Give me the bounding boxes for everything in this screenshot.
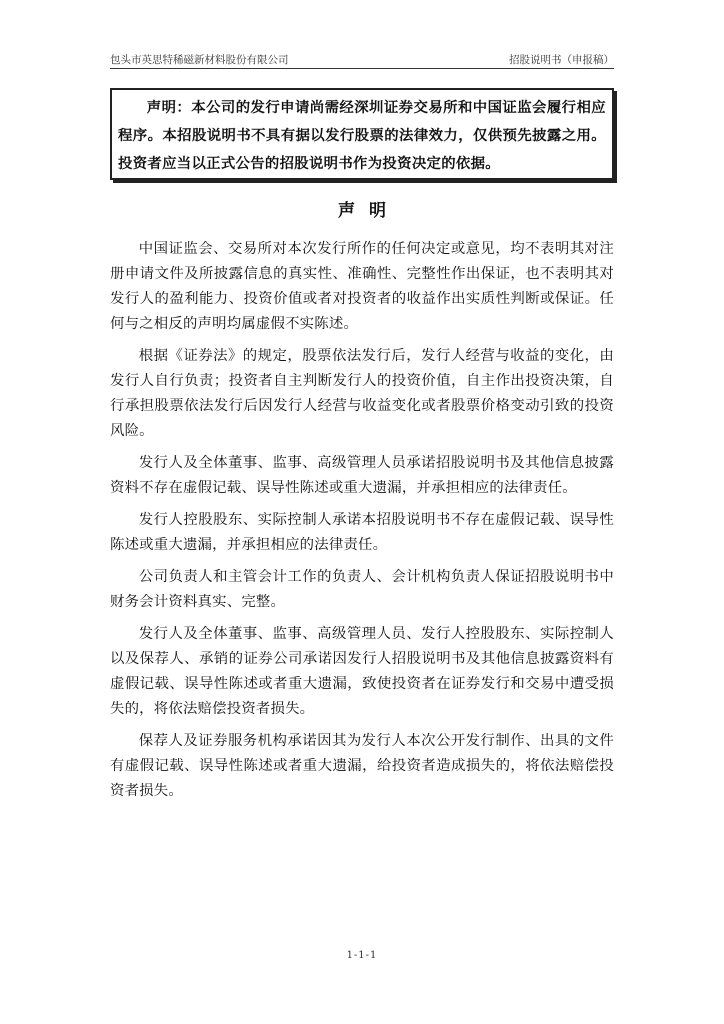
header-document-type: 招股说明书（申报稿） — [509, 54, 614, 66]
paragraph: 公司负责人和主管会计工作的负责人、会计机构负责人保证招股说明书中财务会计资料真实、完整。 — [110, 569, 614, 610]
paragraph: 发行人及全体董事、监事、高级管理人员承诺招股说明书及其他信息披露资料不存在虚假记载、误导性陈述或重大遗漏，并承担相应的法律责任。 — [110, 455, 614, 496]
page-header — [110, 50, 614, 69]
paragraph: 发行人及全体董事、监事、高级管理人员、发行人控股股东、实际控制人以及保荐人、承销的证券公司承诺因发行人招股说明书及其他信息披露资料有虚假记载、误导性陈述或者重大遗漏，致使投资者在证券发行和交易中遭受损失的，将依法赔偿投资者损失。 — [110, 626, 614, 717]
page-number: 1-1-1 — [346, 950, 378, 961]
header-company-name: 包头市英思特稀磁新材料股份有限公司 — [110, 54, 289, 66]
page-title: 声明 — [338, 201, 400, 221]
notice-box: 声明：本公司的发行申请尚需经深圳证券交易所和中国证监会履行相应程序。本招股说明书不具有据以发行股票的法律效力，仅供预先披露之用。投资者应当以正式公告的招股说明书作为投资决定的依据。 — [110, 88, 614, 180]
paragraph: 发行人控股股东、实际控制人承诺本招股说明书不存在虚假记载、误导性陈述或重大遗漏，并承担相应的法律责任。 — [110, 512, 614, 553]
paragraph: 中国证监会、交易所对本次发行所作的任何决定或意见，均不表明其对注册申请文件及所披露信息的真实性、准确性、完整性作出保证，也不表明其对发行人的盈利能力、投资价值或者对投资者的收益作出实质性判断或保证。任何与之相反的声明均属虚假不实陈述。 — [110, 241, 614, 332]
paragraph: 根据《证券法》的规定，股票依法发行后，发行人经营与收益的变化，由发行人自行负责；投资者自主判断发行人的投资价值，自主作出投资决策，自行承担股票依法发行后因发行人经营与收益变化或者股票价格变动引致的投资风险。 — [110, 348, 614, 439]
declaration-body — [110, 237, 614, 811]
paragraph: 保荐人及证券服务机构承诺因其为发行人本次公开发行制作、出具的文件有虚假记载、误导性陈述或者重大遗漏，给投资者造成损失的，将依法赔偿投资者损失。 — [110, 733, 614, 799]
